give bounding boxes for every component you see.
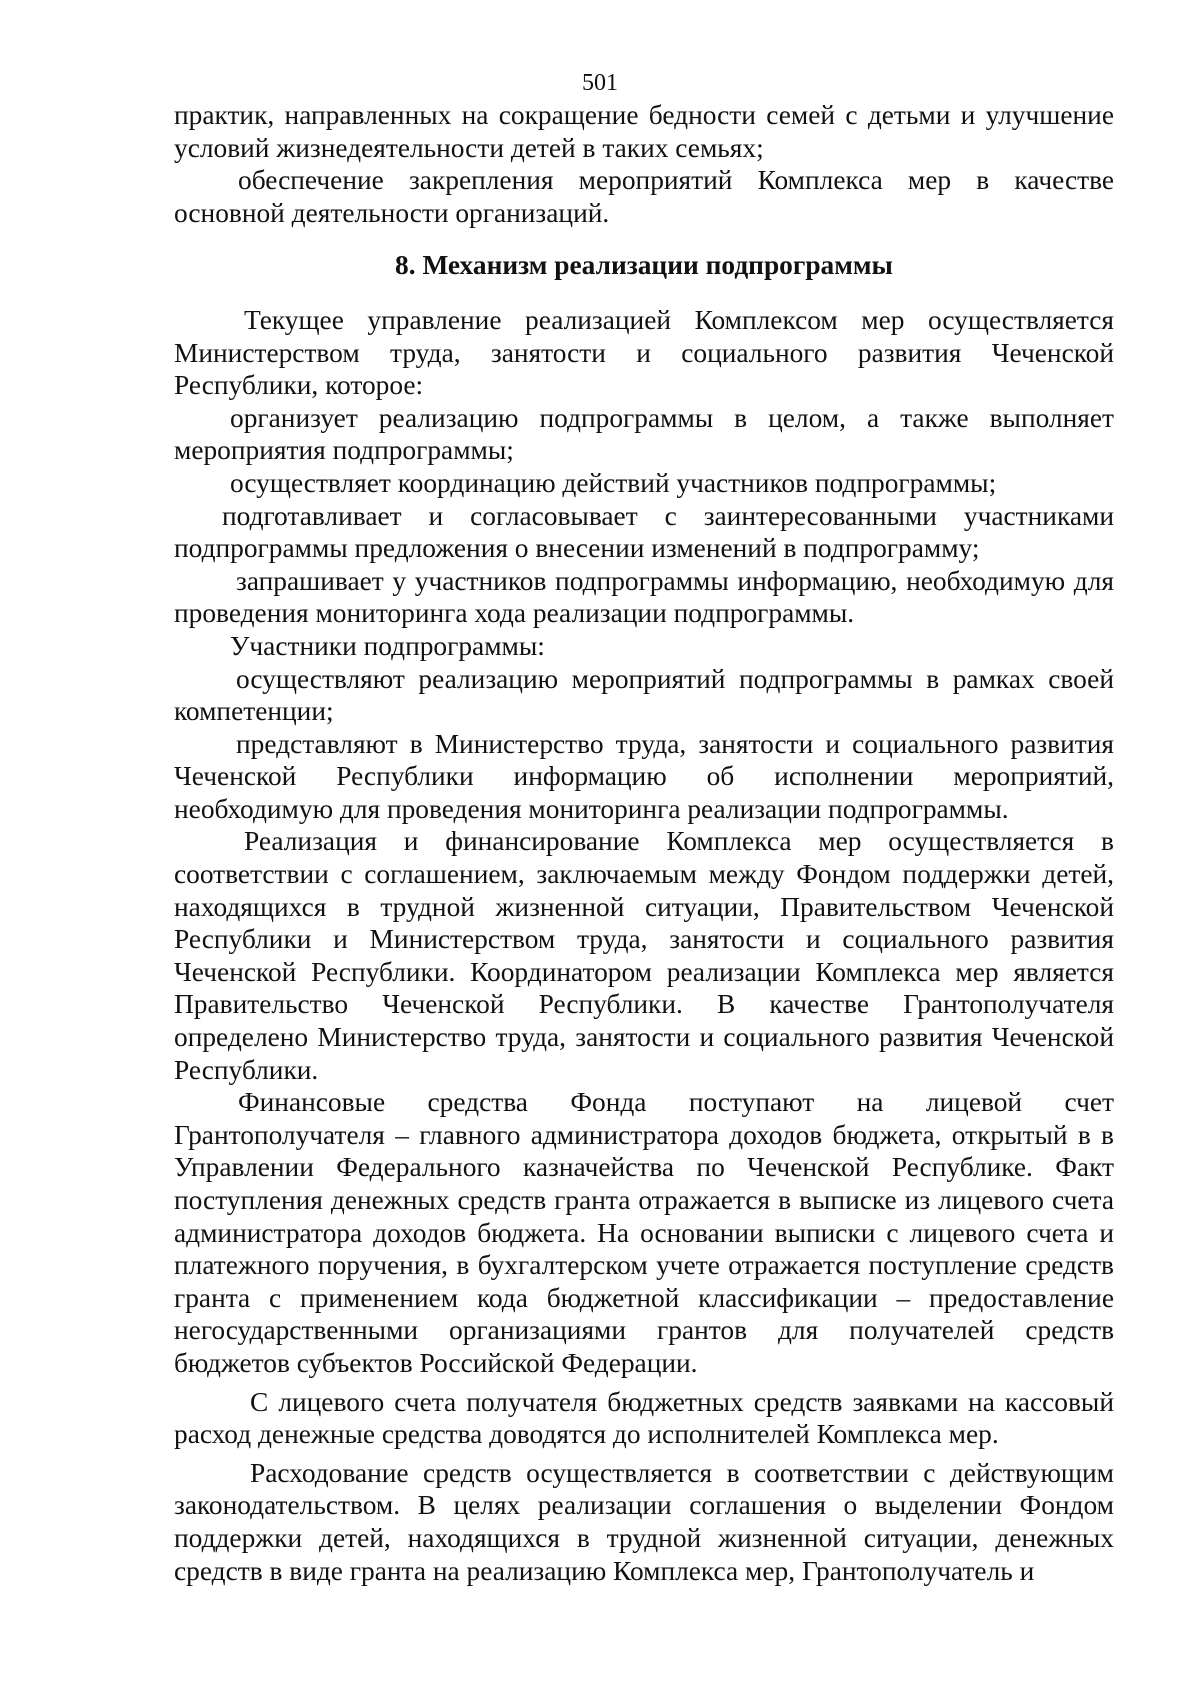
list-item: организует реализацию подпрограммы в целом, а также выполняет мероприятия подпрограммы; bbox=[174, 402, 1114, 466]
paragraph: обеспечение закрепления мероприятий Комплекса мер в качестве основной деятельности организаций. bbox=[174, 165, 1114, 228]
list-item: запрашивает у участников подпрограммы информацию, необходимую для проведения мониторинга хода реализации подпрограммы. bbox=[174, 565, 1114, 629]
document-body bbox=[174, 99, 1114, 1587]
list-item: осуществляет координацию действий участников подпрограммы; bbox=[230, 467, 997, 498]
page-number: 501 bbox=[582, 70, 618, 96]
paragraph: С лицевого счета получателя бюджетных средств заявками на кассовый расход денежные средства доводятся до исполнителей Комплекса мер. bbox=[174, 1386, 1114, 1450]
paragraph: Участники подпрограммы: bbox=[230, 630, 545, 661]
list-item: подготавливает и согласовывает с заинтересованными участниками подпрограммы предложения о внесении изменений в подпрограмму; bbox=[174, 500, 1114, 564]
list-item: представляют в Министерство труда, занятости и социального развития Чеченской Республики информацию об исполнении мероприятий, необходимую для проведения мониторинга реализации подпрограммы. bbox=[174, 728, 1114, 824]
paragraph: Финансовые средства Фонда поступают на лицевой счет Грантополучателя – главного администратора доходов бюджета, открытый в в Управлении Федерального казначейства по Чеченской Республике. Факт поступления денежных средств гранта отражается в выписке из лицевого счета администратора доходов бюджета. На основании выписки с лицевого счета и платежного поручения, в бухгалтерском учете отражается поступление средств гранта с применением кода бюджетной классификации – предоставление негосударственными организациями грантов для получателей средств бюджетов субъектов Российской Федерации. bbox=[174, 1087, 1114, 1378]
paragraph: Расходование средств осуществляется в соответствии с действующим законодательством. В целях реализации соглашения о выделении Фондом поддержки детей, находящихся в трудной жизненной ситуации, денежных средств в виде гранта на реализацию Комплекса мер, Грантополучатель и bbox=[174, 1457, 1114, 1586]
section-heading: 8. Механизм реализации подпрограммы bbox=[395, 250, 893, 281]
paragraph: Текущее управление реализацией Комплексом мер осуществляется Министерством труда, занятости и социального развития Чеченской Республики, которое: bbox=[174, 304, 1114, 401]
paragraph: Реализация и финансирование Комплекса мер осуществляется в соответствии с соглашением, заключаемым между Фондом поддержки детей, находящихся в трудной жизненной ситуации, Правительством Чеченской Республики и Министерством труда, занятости и социального развития Чеченской Республики. Координатором реализации Комплекса мер является Правительство Чеченской Республики. В качестве Грантополучателя определено Министерство труда, занятости и социального развития Чеченской Республики. bbox=[174, 826, 1114, 1085]
list-item: осуществляют реализацию мероприятий подпрограммы в рамках своей компетенции; bbox=[174, 663, 1114, 727]
paragraph-continuation: практик, направленных на сокращение бедности семей с детьми и улучшение условий жизнедеятельности детей в таких семьях; bbox=[174, 100, 1114, 163]
